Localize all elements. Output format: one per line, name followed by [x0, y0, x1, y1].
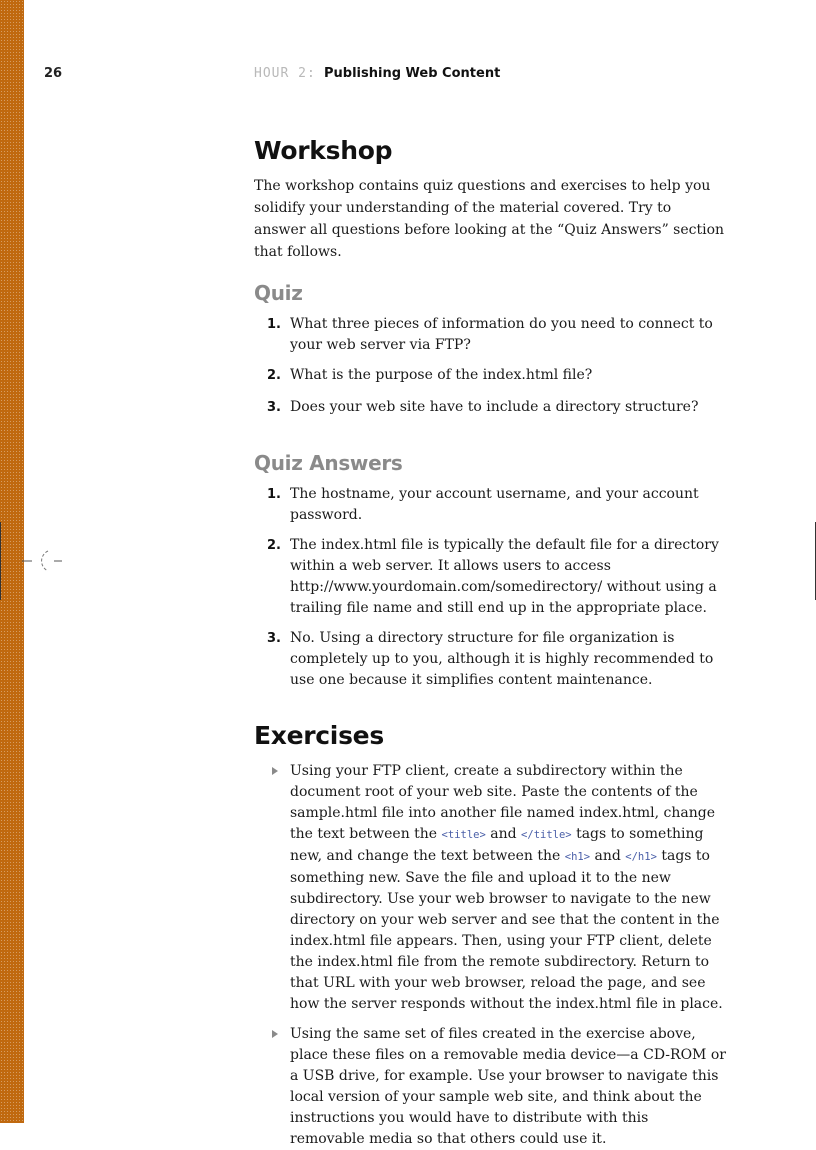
exercise-text: tags to something new. Save the file and upload it to the new subdirectory. Use your web browser to navigate to the new directory on your web server and see that the content in the index.html file appears. Then, using your FTP client, delete the index.html file from the remote subdirectory. Return to that URL with your web browser, reload the page, and see how the server responds without the index.html file in place.: [290, 848, 723, 1012]
chapter-title: Publishing Web Content: [324, 66, 501, 81]
quiz-answer: No. Using a directory structure for file organization is completely up to you, although it is highly recommended to use one because it simplifies content maintenance.: [290, 630, 714, 688]
registration-mark-icon: [20, 544, 66, 578]
quiz-answers-list: [254, 484, 726, 691]
list-item: [254, 365, 726, 386]
exercise-text: Using the same set of files created in the exercise above, place these files on a removable media device—a CD-ROM or a USB drive, for example. Use your browser to navigate this local version of your sample web site, and think about the instructions you would have to distribute with this removable media so that others could use it.: [290, 1026, 726, 1147]
quiz-question: What three pieces of information do you need to connect to your web server via FTP?: [290, 316, 713, 353]
item-number: 1.: [267, 487, 281, 502]
code-tag: <title>: [441, 829, 486, 841]
exercise-text: and: [590, 848, 626, 864]
exercises-heading: Exercises: [254, 721, 384, 750]
item-number: 3.: [267, 631, 281, 646]
workshop-intro: The workshop contains quiz questions and exercises to help you solidify your understanding of the material covered. Try to answer all questions before looking at the “Quiz Answers” section that follows.: [254, 178, 725, 260]
quiz-answer: The hostname, your account username, and your account password.: [290, 486, 699, 523]
code-tag: <h1>: [564, 851, 591, 863]
list-item: [254, 761, 726, 1015]
code-tag: </title>: [521, 829, 572, 841]
list-item: [254, 484, 726, 526]
item-number: 3.: [267, 400, 281, 415]
hour-label: HOUR 2:: [254, 66, 316, 81]
quiz-question: Does your web site have to include a directory structure?: [290, 399, 699, 415]
exercise-text: and: [485, 826, 522, 842]
list-item: [254, 314, 726, 356]
bullet-triangle-icon: [272, 767, 278, 775]
exercise-text: Using your FTP client, create a subdirectory within the document root of your web site. Paste the contents of the sample.html file into another file named index.html, change the text between the: [290, 763, 715, 842]
list-item: [254, 1024, 726, 1150]
exercise-text: tags to something new, and change the text between the: [290, 826, 704, 864]
margin-rule: [0, 522, 1, 600]
list-item: [254, 397, 726, 418]
page-number: 26: [44, 66, 63, 81]
code-tag: </h1>: [625, 851, 657, 863]
list-item: [254, 628, 726, 691]
workshop-heading: Workshop: [254, 136, 393, 165]
quiz-heading: Quiz: [254, 281, 303, 305]
item-number: 2.: [267, 368, 281, 383]
quiz-question: What is the purpose of the index.html file?: [290, 367, 593, 383]
item-number: 2.: [267, 538, 281, 553]
page-content: [254, 132, 726, 1150]
quiz-answer: The index.html file is typically the default file for a directory within a web server. It allows users to access http://www.yourdomain.com/somedirectory/ without using a trailing file name and still end up in the appropriate place.: [290, 537, 719, 616]
quiz-answers-heading: Quiz Answers: [254, 451, 403, 475]
list-item: [254, 535, 726, 619]
item-number: 1.: [267, 317, 281, 332]
exercises-list: [254, 761, 726, 1150]
running-header: [0, 66, 816, 84]
bullet-triangle-icon: [272, 1030, 278, 1038]
quiz-list: [254, 314, 726, 418]
